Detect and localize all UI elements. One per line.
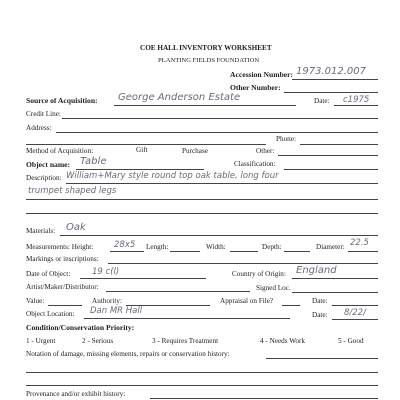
- accession-number-value: 1973.012.007: [296, 66, 366, 77]
- description-line-1-value: William+Mary style round top oak table, long four: [66, 171, 279, 181]
- object-name-label: Object name:: [26, 160, 71, 169]
- description-line-2: [26, 199, 378, 200]
- provenance-line: [150, 398, 378, 399]
- source-line: [114, 105, 296, 106]
- description-line-3: [26, 213, 378, 214]
- depth-label: Depth:: [262, 243, 282, 251]
- method-other-label: Other:: [256, 147, 275, 155]
- address-line-2: [26, 144, 266, 145]
- diameter-value: 22.5: [350, 238, 369, 248]
- diameter-label: Diameter:: [316, 243, 345, 251]
- artist-label: Artist/Maker/Distributor:: [26, 283, 99, 291]
- location-date-line: [332, 319, 378, 320]
- accession-number-label: Accession Number:: [230, 70, 294, 79]
- depth-line: [284, 251, 310, 252]
- priority-option-3: 3 - Requires Treatment: [152, 337, 219, 345]
- object-location-value: Dan MR Hall: [90, 306, 143, 316]
- method-other-line: [278, 155, 378, 156]
- width-line: [230, 251, 258, 252]
- source-date-line: [334, 105, 378, 106]
- priority-option-5: 5 - Good: [338, 337, 364, 345]
- method-gift: Gift: [136, 146, 148, 154]
- notation-line-1: [266, 358, 378, 359]
- notation-line-2: [26, 372, 378, 373]
- appraisal-date-line: [332, 305, 378, 306]
- priority-option-4: 4 - Needs Work: [260, 337, 305, 345]
- value-line: [48, 305, 82, 306]
- object-location-label: Object Location:: [26, 310, 75, 318]
- priority-option-1: 1 - Urgent: [26, 337, 56, 345]
- address-label: Address:: [26, 124, 52, 132]
- address-line-1: [56, 132, 378, 133]
- location-date-value: 8/22/: [344, 308, 366, 318]
- appraisal-line: [282, 305, 300, 306]
- signed-loc-line: [292, 292, 378, 293]
- authority-label: Authority:: [92, 297, 122, 305]
- appraisal-date-label: Date:: [312, 297, 328, 305]
- description-label: Description:: [26, 174, 62, 182]
- phone-line: [300, 144, 378, 145]
- source-value: George Anderson Estate: [118, 92, 241, 103]
- date-of-object-value: 19 c(l): [92, 267, 120, 277]
- worksheet-subtitle: PLANTING FIELDS FOUNDATION: [158, 57, 260, 64]
- value-label: Value:: [26, 297, 45, 305]
- artist-line: [106, 291, 250, 292]
- object-name-line: [76, 169, 204, 170]
- notation-label: Notation of damage, missing elements, repairs or conservation history:: [26, 350, 230, 358]
- location-date-label: Date:: [312, 311, 328, 319]
- height-line: [110, 251, 144, 252]
- materials-value: Oak: [66, 222, 86, 233]
- materials-line: [60, 235, 378, 236]
- signed-loc-label: Signed Loc.: [256, 284, 291, 292]
- accession-number-line: [292, 79, 378, 80]
- method-label: Method of Acquisition:: [26, 147, 94, 155]
- date-of-object-label: Date of Object:: [26, 270, 71, 278]
- description-line-2-value: trumpet shaped legs: [28, 186, 117, 196]
- height-label: Measurements: Height:: [26, 243, 94, 251]
- country-line: [292, 278, 378, 279]
- length-line: [170, 251, 200, 252]
- description-line-1: [66, 183, 378, 184]
- markings-label: Markings or inscriptions:: [26, 255, 99, 263]
- diameter-line: [348, 251, 378, 252]
- source-date-label: Date:: [314, 97, 330, 105]
- materials-label: Materials:: [26, 227, 56, 235]
- object-name-value: Table: [80, 156, 107, 167]
- credit-line-label: Credit Line:: [26, 110, 61, 118]
- width-label: Width:: [206, 243, 226, 251]
- notation-line-3: [26, 385, 378, 386]
- source-label: Source of Acquisition:: [26, 96, 98, 105]
- country-label: Country of Origin:: [232, 270, 286, 278]
- markings-line: [108, 263, 378, 264]
- classification-label: Classification:: [234, 160, 276, 168]
- other-number-label: Other Number:: [230, 83, 281, 92]
- object-location-line: [84, 318, 290, 319]
- phone-label: Phone:: [276, 135, 296, 143]
- condition-heading: Condition/Conservation Priority:: [26, 323, 135, 332]
- other-number-line: [284, 92, 378, 93]
- credit-line-line: [62, 118, 378, 119]
- height-value: 28x5: [114, 240, 136, 250]
- appraisal-label: Appraisal on File?: [220, 297, 274, 305]
- method-purchase: Purchase: [182, 147, 208, 155]
- date-of-object-line: [80, 278, 206, 279]
- classification-line: [284, 169, 378, 170]
- provenance-label: Provenance and/or exhibit history:: [26, 390, 126, 398]
- worksheet-title: COE HALL INVENTORY WORKSHEET: [140, 44, 272, 52]
- country-value: England: [296, 265, 337, 276]
- length-label: Length:: [146, 243, 169, 251]
- source-date-value: c1975: [343, 95, 370, 105]
- priority-option-2: 2 - Serious: [82, 337, 114, 345]
